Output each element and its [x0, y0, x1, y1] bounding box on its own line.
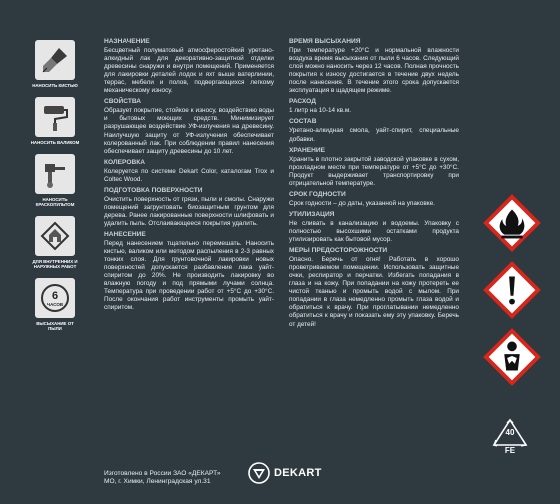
exclamation-hazard-icon — [483, 261, 541, 319]
consumption-text: 1 литр на 10-14 кв.м. — [289, 107, 351, 115]
left-text-column — [104, 37, 274, 313]
consumption-heading: РАСХОД — [289, 98, 316, 106]
shelf-life-text: Срок годности – до даты, указанной на упаковке. — [289, 199, 435, 207]
brand-logo — [248, 462, 322, 484]
roller-caption: НАНОСИТЬ ВАЛИКОМ — [30, 140, 80, 145]
recycle-code: FE — [504, 446, 516, 455]
indoor-outdoor-icon — [35, 216, 75, 256]
storage-heading: ХРАНЕНИЕ — [289, 146, 326, 154]
application-heading: НАНЕСЕНИЕ — [104, 231, 146, 239]
spray-gun-caption: НАНОСИТЬ КРАСКОПУЛЬТОМ — [35, 197, 75, 207]
surface-prep-heading: ПОДГОТОВКА ПОВЕРХНОСТИ — [104, 186, 203, 194]
manufacturer-line-2: МО, г. Химки, Ленинградская ул.31 — [104, 478, 211, 485]
storage-text: Хранить в плотно закрытой заводской упаковке в сухом, прохладном месте при температуре от +5°C до +30°C. Продукт выдерживает транспортировку при отрицательной температуре. — [289, 155, 459, 187]
shelf-life-heading: СРОК ГОДНОСТИ — [289, 190, 346, 198]
manufacturer-line-1: Изготовлено в России ЗАО «ДЕКАРТ» — [104, 470, 221, 477]
surface-prep-text: Очистить поверхность от грязи, пыли и смолы. Снаружи помещений загрунтовать биозащитным грунтом для дерева. Ранее лакированные поверхности шлифовать и удалить пыль. Отслаивающееся покрытия удалить. — [104, 195, 274, 227]
manufacturer-info — [104, 470, 221, 486]
drying-time-value: 6 — [51, 290, 59, 302]
composition-heading: СОСТАВ — [289, 118, 317, 126]
disposal-heading: УТИЛИЗАЦИЯ — [289, 210, 335, 218]
indoor-outdoor-caption: ДЛЯ ВНУТРЕННИХ И НАРУЖНЫХ РАБОТ — [32, 259, 78, 269]
brush-icon — [35, 40, 75, 80]
recycle-number: 40 — [505, 428, 515, 437]
drying-text: При температуре +20°C и нормальной влажности воздуха время высыхания от пыли 6 часов. Следующий слой можно наносить через 12 часов. Полная прочность покрытия к износу достигается в течение двух недель после нанесения. В течение этого срока допускается эксплуатация в щадящем режиме. — [289, 47, 459, 95]
drying-heading: ВРЕМЯ ВЫСЫХАНИЯ — [289, 38, 361, 45]
spray-gun-icon — [35, 154, 75, 194]
safety-text: Опасно. Беречь от огня! Работать в хорошо проветриваемом помещении. Использовать защитные очки, респиратор и перчатки. Избегать попадания в глаза и на кожу. При попадании на кожу протереть ее чистой тканью и промыть водой с мылом. При попадании в глаза немедленно промыть глаза водой и обратиться к врачу. При проглатывании немедленно обратиться к врачу и показать ему эту упаковку. Беречь от детей! — [289, 256, 459, 328]
composition-text: Уретано-алкидная смола, уайт-спирит, специальные добавки. — [289, 127, 459, 143]
disposal-text: Не сливать в канализацию и водоемы. Упаковку с полностью высохшими остатками продукта утилизировать как бытовой мусор. — [289, 219, 459, 244]
roller-icon — [35, 97, 75, 137]
health-hazard-icon — [483, 328, 541, 386]
drying-time-caption: ВЫСЫХАНИЕ ОТ ПЫЛИ — [36, 321, 74, 331]
properties-heading: СВОЙСТВА — [104, 98, 142, 106]
flame-hazard-icon — [483, 194, 541, 252]
purpose-text: Бесцветный полуматовый атмосферостойкий уретано-алкидный лак для декоративно-защитной отделки древесины снаружи и внутри помещений. Применяется для лакировки деталей лодок и яхт выше ватерлинии, террас, мебели и полов, подвергающихся легкому механическому износу. — [104, 47, 274, 95]
purpose-heading: НАЗНАЧЕНИЕ — [104, 38, 150, 45]
drying-time-unit: ЧАСОВ — [46, 302, 64, 307]
right-text-column — [289, 37, 459, 329]
application-text: Перед нанесением тщательно перемешать. Наносить кистью, валиком или методом распыления в 2-3 равных тонких слоя. Для грунтовочной лакировки новых поверхностей допускается разбавление лака уайт-спиритом до 20%. Не производить лакировку во влажную погоду и под прямыми лучами солнца. Температура при проведении работ от +5°C до +30°C. После окончания работ инструменты промыть уайт-спиритом. — [104, 240, 274, 312]
recycling-mark — [491, 418, 529, 462]
hazard-pictograms — [480, 194, 544, 395]
dekart-logo-icon — [248, 462, 270, 484]
brand-name: DEKART — [274, 467, 322, 479]
tinting-text: Колеруется по системе Dekart Color, каталогам Trox и Coltec Wood. — [104, 167, 274, 183]
application-icons — [30, 40, 80, 340]
safety-heading: МЕРЫ ПРЕДОСТОРОЖНОСТИ — [289, 247, 388, 255]
tinting-heading: КОЛЕРОВКА — [104, 158, 146, 166]
brush-caption: НАНОСИТЬ КИСТЬЮ — [32, 83, 78, 88]
drying-time-icon — [35, 278, 75, 318]
properties-text: Образует покрытие, стойкое к износу, воздействию воды и бытовых моющих средств. Минимизирует разрушающее воздействие УФ-излучения на древесину. Наилучшую защиту от УФ-излучения обеспечивает колерованный лак. При соблюдении правил нанесения обеспечивает защиту древесины до 10 лет. — [104, 107, 274, 155]
